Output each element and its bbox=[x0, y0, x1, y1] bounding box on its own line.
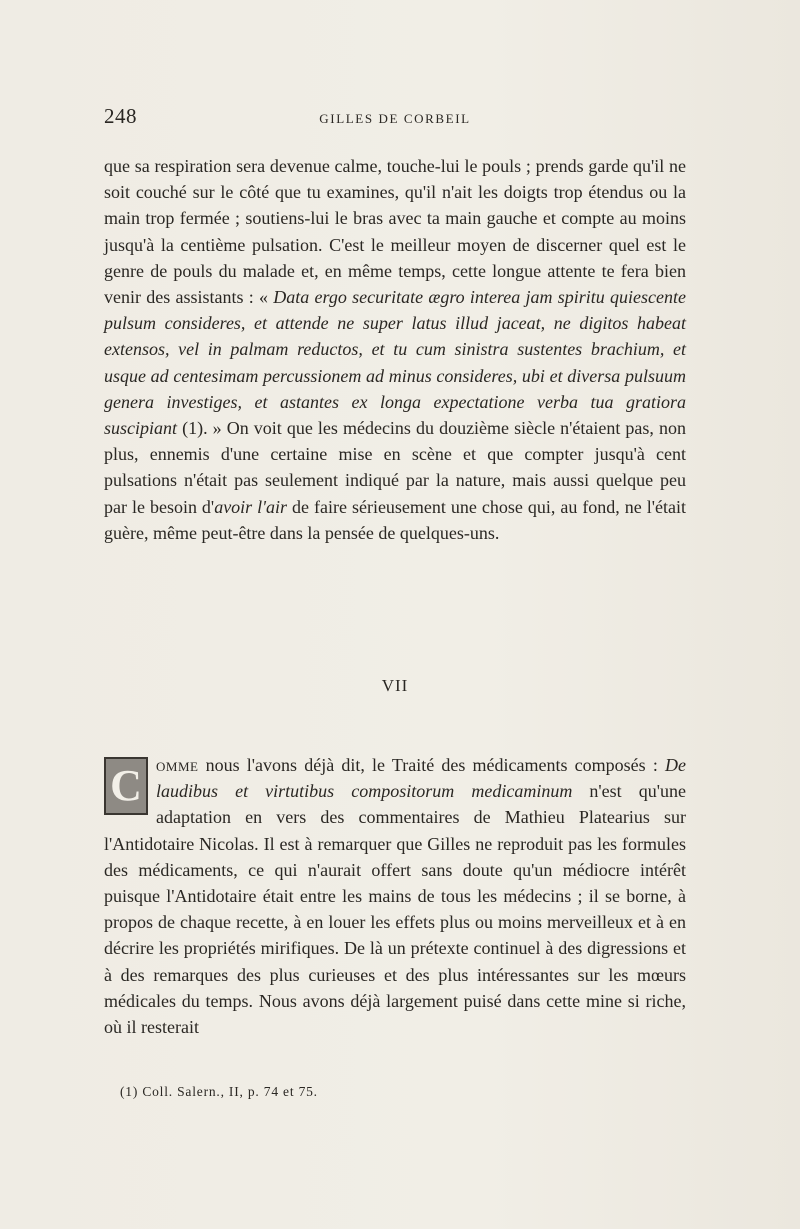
page-number: 248 bbox=[104, 104, 137, 128]
smallcaps-opening: omme bbox=[156, 755, 199, 775]
running-title: GILLES DE CORBEIL bbox=[319, 111, 471, 126]
paragraph-1 bbox=[104, 153, 686, 546]
section-heading: VII bbox=[381, 676, 409, 695]
latin-quote: Data ergo securitate ægro interea jam spiritu quiescente pulsum consideres, et attende ne super latus illud jaceat, ne digitos habeat extensos, vel in palmam reductos, et tu cum sinistra sustentes brachium, et usque ad centesimam percussionem ad minus consideres, ubi et diversa pulsuum genera investiges, et astantes ex longa expectatione verba tua gratiora suscipiant bbox=[104, 287, 686, 439]
paragraph-1-text-a: que sa respiration sera devenue calme, touche-lui le pouls ; prends garde qu'il ne soit couché sur le côté que tu examines, qu'il n'ait les doigts trop étendus ou la main trop fermée ; soutiens-lui le bras avec ta main gauche et compte au moins jusqu'à la centième pulsation. C'est le meilleur moyen de discerner quel est le genre de pouls du malade et, en même temps, cette longue attente te fera bien venir des assistants : « bbox=[104, 156, 686, 308]
paragraph-2-text-b: n'est qu'une adaptation en vers des commentaires de Mathieu Platearius sur l'Antidotaire Nicolas. Il est à remarquer que Gilles ne reproduit pas les formules des médicaments, ce qui n'aurait offert sans doute qu'un médiocre intérêt puisque l'Antidotaire était entre les mains de tous les médecins ; il se borne, à propos de chaque recette, à en louer les effets plus ou moins merveilleux et à en décrire les propriétés mirifiques. De là un prétexte continuel à des digressions et à des remarques des plus curieuses et des plus intéressantes sur les mœurs médicales du temps. Nous avons déjà largement puisé dans cette mine si riche, où il resterait bbox=[104, 781, 686, 1038]
paragraph-2 bbox=[104, 752, 686, 1040]
paragraph-1-text-c: de faire sérieusement une chose qui, au fond, ne l'était guère, même peut-être dans la pensée de quelques-uns. bbox=[104, 496, 687, 543]
italic-work-title: De laudibus et virtutibus compositorum medicaminum bbox=[156, 755, 686, 802]
page-header bbox=[104, 104, 686, 134]
footnote: (1) Coll. Salern., II, p. 74 et 75. bbox=[120, 1084, 318, 1099]
paragraph-2-text-a: nous l'avons déjà dit, le Traité des médicaments composés : bbox=[198, 755, 665, 775]
paragraph-1-text-b: (1). » On voit que les médecins du douzième siècle n'étaient pas, non plus, ennemis d'une certaine mise en scène et que compter jusqu'à cent pulsations n'était pas seulement indiqué par la nature, mais aussi quelque peu par le besoin d' bbox=[104, 418, 686, 517]
drop-cap-initial: C bbox=[104, 757, 148, 815]
italic-phrase: avoir l'air bbox=[214, 496, 288, 517]
